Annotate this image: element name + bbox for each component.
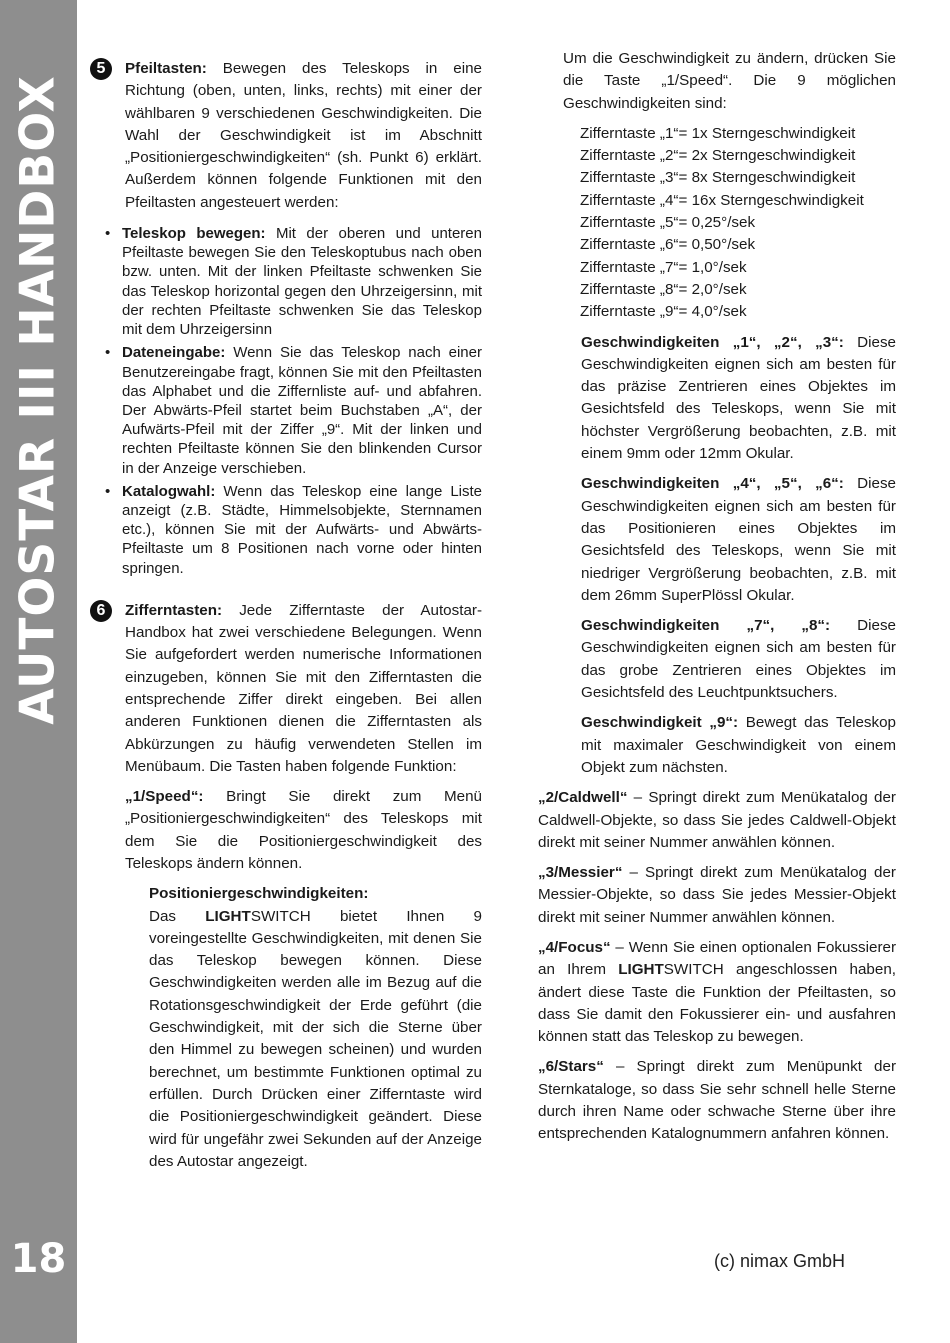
arrow-functions-list — [100, 224, 482, 578]
list-item: Zifferntaste „2“= 2x Sterngeschwindigkeit — [580, 147, 856, 165]
key-text: angeschlossen haben, ändert diese Taste die Funktion der Pfeiltasten, so dass Sie damit den Fokussierer ein- und ausfahren können statt das Teleskop zu bewegen. — [538, 961, 896, 1046]
bullet-label: Teleskop bewegen: — [122, 225, 266, 243]
list-item: Zifferntaste „1“= 1x Sterngeschwindigkeit — [580, 124, 856, 142]
positioning-text: bietet Ihnen 9 voreingestellte Geschwindigkeiten, mit denen Sie das Teleskop bewegen können. Diese Geschwindigkeiten werden alle im Bezug auf die Rotationsgeschwindigkeit der Erde geführt (die Geschwindigkeit, mit der sich die Sterne über den Himmel zu bewegen scheinen) und wurden berechnet, um bestimmte Funktionen optimal zu erfüllen. Durch Drücken einer Zifferntaste wird die Positioniergeschwindigkeit geändert. Diese wird für ungefähr zwei Sekunden auf der Anzeige des Autostar angezeigt. — [149, 907, 483, 1170]
page-number: 18 — [10, 1236, 67, 1282]
key-caldwell — [538, 787, 896, 854]
list-item — [100, 482, 482, 578]
speed-key-label: „1/Speed“: — [125, 788, 204, 806]
brand-switch: SWITCH — [250, 907, 311, 925]
speed-key-text: Bringt Sie direkt zum Menü „Positioniergeschwindigkeiten“ des Teleskops mit dem Sie die Positioniergeschwindigkeit des Teleskops ändern können. — [125, 788, 482, 872]
key-label: „2/Caldwell“ — [538, 789, 628, 807]
positioning-heading — [100, 883, 482, 905]
list-item: Zifferntaste „3“= 8x Sterngeschwindigkeit — [580, 169, 856, 187]
right-column — [538, 48, 896, 1154]
section-number-6: 6 — [90, 600, 112, 622]
speed-list — [538, 123, 896, 324]
section-5-label: Pfeiltasten: — [125, 60, 207, 77]
section-5-text: Bewegen des Teleskops in eine Richtung (oben, unten, links, rechts) mit einer der wählbaren 9 verschiedenen Geschwindigkeiten. Die Wahl der Geschwindigkeit ist im Abschnitt „Positioniergeschwindigkeiten“ (sh. Punkt 6) erklärt. Außerdem können folgende Funktionen mit den Pfeiltasten angesteuert werden: — [125, 60, 482, 211]
bullet-label: Dateneingabe: — [122, 344, 226, 362]
list-item: Zifferntaste „5“= 0,25°/sek — [580, 214, 756, 232]
speed-group-9 — [538, 712, 896, 779]
bullet-text: Wenn das Teleskop eine lange Liste anzeigt (z.B. Städte, Himmelsobjekte, Sternnamen etc.), können Sie mit der Aufwärts- und Abwärts-Pfeiltaste um 8 Positionen nach vorne oder hinten springen. — [122, 482, 482, 577]
key-messier — [538, 862, 896, 929]
group-label: Geschwindigkeit „9“: — [581, 714, 739, 732]
copyright-footer: (c) nimax GmbH — [714, 1251, 846, 1271]
section-title: AUTOSTAR III HANDBOX — [10, 75, 66, 725]
bullet-text: Mit der oberen und unteren Pfeiltaste bewegen Sie den Teleskoptubus nach oben bzw. unten. Mit der linken Pfeiltaste schwenken Sie das Teleskop horizontal gegen den Uhrzeigersinn, mit der rechten Pfeiltaste schwenken Sie das Teleskop mit dem Uhrzeigersinn — [122, 225, 482, 339]
speed-group-7-8 — [538, 615, 896, 704]
key-focus — [538, 937, 896, 1048]
key-text: – Wenn Sie einen optionalen Fokussierer an Ihrem — [538, 938, 896, 979]
section-number-5: 5 — [90, 58, 112, 80]
brand-light: LIGHT — [618, 961, 664, 979]
bullet-text: Wenn Sie das Teleskop nach einer Benutzereingabe fragt, können Sie mit den Pfeiltasten das Alphabet und die Ziffernliste auf- und abfahren. Der Abwärts-Pfeil startet beim Buchstaben „A“, der Aufwärts-Pfeil mit der Ziffer „9“. Mit der linken und rechten Pfeiltaste können Sie den blinkenden Cursor in der Anzeige verschieben. — [122, 344, 482, 477]
speed-group-1-3 — [538, 332, 896, 466]
sidebar-band — [0, 0, 77, 1343]
key-label: „3/Messier“ — [538, 864, 623, 882]
group-label: Geschwindigkeiten „7“, „8“: — [581, 617, 831, 635]
list-item — [100, 224, 482, 339]
list-item: Zifferntaste „7“= 1,0°/sek — [580, 258, 747, 276]
key-text: – Springt direkt zum Menükatalog der Caldwell-Objekte, so dass Sie jedes Caldwell-Objekt direkt mit seiner Nummer anwählen können. — [538, 789, 896, 851]
brand-switch: SWITCH — [663, 961, 724, 979]
list-item — [100, 343, 482, 477]
list-item: Zifferntaste „6“= 0,50°/sek — [580, 236, 756, 254]
section-6-label: Zifferntasten: — [125, 601, 223, 619]
speed-group-4-6 — [538, 473, 896, 607]
list-item: Zifferntaste „8“= 2,0°/sek — [580, 280, 747, 298]
brand-light: LIGHT — [205, 907, 251, 925]
left-column — [96, 58, 483, 1181]
list-item: Zifferntaste „4“= 16x Sterngeschwindigkeit — [580, 191, 864, 209]
group-label: Geschwindigkeiten „1“, „2“, „3“: — [581, 333, 844, 351]
speed-key-paragraph — [100, 786, 482, 875]
positioning-pre: Das — [149, 907, 206, 925]
group-text: Diese Geschwindigkeiten eignen sich am besten für das präzise Zentrieren eines Objektes im Gesichtsfeld des Teleskops, wenn Sie mit höchster Vergrößerung beobachten, z.B. mit einem 9mm oder 12mm Okular. — [581, 333, 896, 463]
group-text: Diese Geschwindigkeiten eignen sich am besten für das Positionieren eines Objektes im Gesichtsfeld des Teleskops, wenn Sie mit niedriger Vergrößerung beobachten, z.B. mit dem 26mm SuperPlössl Okular. — [581, 475, 896, 604]
section-6-text: Jede Zifferntaste der Autostar-Handbox hat zwei verschiedene Belegungen. Wenn Sie aufgefordert werden numerische Informationen einzugeben, können Sie mit den Zifferntasten die entsprechende Ziffer direkt eingeben. Bei allen anderen Funktionen dienen die Zifferntasten als Abkürzungen zu häufig verwendeten Stellen im Menübaum. Die Tasten haben folgende Funktion: — [125, 601, 482, 775]
group-label: Geschwindigkeiten „4“, „5“, „6“: — [581, 475, 844, 493]
positioning-paragraph — [100, 906, 482, 1174]
group-text: Bewegt das Teleskop mit maximaler Geschwindigkeit von einem Objekt zum nächsten. — [581, 714, 896, 776]
key-label: „6/Stars“ — [538, 1058, 604, 1076]
positioning-heading-text: Positioniergeschwindigkeiten: — [149, 885, 369, 903]
bullet-label: Katalogwahl: — [122, 482, 216, 500]
key-text: – Springt direkt zum Menükatalog der Messier-Objekte, so dass Sie jedes Messier-Objekt direkt mit seiner Nummer anwählen können. — [538, 864, 896, 926]
list-item: Zifferntaste „9“= 4,0°/sek — [580, 303, 747, 321]
key-label: „4/Focus“ — [538, 938, 611, 956]
speed-intro: Um die Geschwindigkeit zu ändern, drücken Sie die Taste „1/Speed“. Die 9 möglichen Geschwindigkeiten sind: — [563, 50, 896, 112]
section-5 — [96, 58, 482, 214]
key-stars — [538, 1056, 896, 1145]
group-text: Diese Geschwindigkeiten eignen sich am besten für das grobe Zentrieren eines Objektes im Gesichtsfeld des Leuchtpunktsuchers. — [581, 617, 896, 702]
section-6 — [96, 600, 482, 778]
key-text: – Springt direkt zum Menüpunkt der Sternkataloge, so dass Sie sehr schnell helle Sterne durch ihren Name oder schwache Sterne über ihre entsprechenden Katalognummern anfahren können. — [538, 1058, 896, 1143]
